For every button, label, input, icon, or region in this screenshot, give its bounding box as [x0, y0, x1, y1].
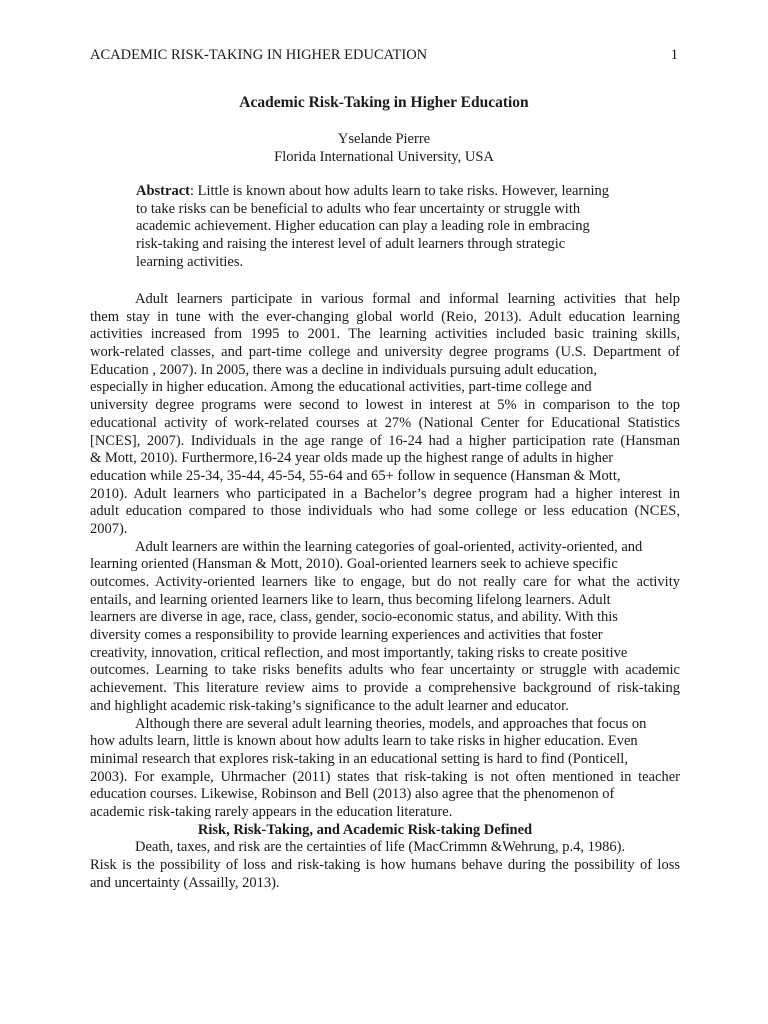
body-line: learning oriented (Hansman & Mott, 2010). Goal-oriented learners seek to achieve specific — [90, 556, 618, 573]
section-body-line: Death, taxes, and risk are the certainties of life (MacCrimmn &Wehrung, p.4, 1986). — [135, 839, 626, 856]
section-heading: Risk, Risk-Taking, and Academic Risk-taking Defined — [197, 821, 533, 838]
body-line: educational activity of work-related courses at 27% (National Center for Educational Statistics — [90, 414, 680, 431]
abstract-line: academic achievement. Higher education can play a leading role in embracing — [136, 218, 590, 235]
body-line: university degree programs were second to lowest in interest at 5% in comparison to the top — [90, 397, 680, 414]
abstract — [136, 183, 636, 272]
author-name: Yselande Pierre — [337, 131, 431, 147]
body-line: Adult learners are within the learning categories of goal-oriented, activity-oriented, and — [135, 538, 643, 555]
body-line: Adult learners participate in various formal and informal learning activities that help — [135, 291, 680, 307]
body-line: education courses. Likewise, Robinson and Bell (2013) also agree that the phenomenon of — [90, 786, 615, 803]
body-line: creativity, innovation, critical reflection, and most importantly, taking risks to create positive — [90, 644, 628, 661]
body-line: activities increased from 1995 to 2001. The learning activities included basic training skills, — [90, 326, 680, 343]
body-line: Education , 2007). In 2005, there was a decline in individuals pursuing adult education, — [90, 361, 597, 378]
body-line: diversity comes a responsibility to provide learning experiences and activities that foster — [90, 627, 603, 644]
running-head — [90, 45, 678, 65]
body-line: them stay in tune with the ever-changing global world (Reio, 2013). Adult education learning — [90, 308, 680, 325]
body-line: education while 25-34, 35-44, 45-54, 55-64 and 65+ follow in sequence (Hansman & Mott, — [90, 467, 621, 484]
body-line: 2003). For example, Uhrmacher (2011) states that risk-taking is not often mentioned in teacher — [90, 768, 680, 785]
abstract-label: Abstract — [136, 183, 190, 199]
body-line: 2007). — [90, 520, 128, 537]
body-line: academic risk-taking rarely appears in the education literature. — [90, 803, 453, 820]
body-line: outcomes. Learning to take risks benefits adults who fear uncertainty or struggle with academic — [90, 662, 680, 679]
abstract-line — [136, 183, 636, 201]
body-line: achievement. This literature review aims to provide a comprehensive background of risk-taking — [90, 680, 680, 697]
abstract-text: : Little is known about how adults learn to take risks. However, learning — [189, 183, 609, 199]
paper-title: Academic Risk-Taking in Higher Education — [239, 94, 529, 111]
abstract-line: risk-taking and raising the interest level of adult learners through strategic — [136, 236, 566, 253]
body-line: [NCES], 2007). Individuals in the age range of 16-24 had a higher participation rate (Hansman — [90, 432, 680, 449]
body-line: learners are diverse in age, race, class, gender, socio-economic status, and ability. With this — [90, 609, 618, 626]
body-line: 2010). Adult learners who participated in a Bachelor’s degree program had a higher interest in — [90, 485, 680, 502]
body-line: work-related classes, and part-time college and university degree programs (U.S. Department of — [90, 344, 680, 361]
abstract-line: to take risks can be beneficial to adults who fear uncertainty or struggle with — [136, 200, 581, 217]
body-line: especially in higher education. Among the educational activities, part-time college and — [90, 379, 592, 396]
body-text — [90, 291, 680, 892]
body-line: & Mott, 2010). Furthermore,16-24 year olds made up the highest range of adults in higher — [90, 450, 614, 467]
body-line: and highlight academic risk-taking’s significance to the adult learner and educator. — [90, 697, 569, 714]
section-body-line: Risk is the possibility of loss and risk-taking is how humans behave during the possibility of loss — [90, 857, 680, 873]
section-body-line: and uncertainty (Assailly, 2013). — [90, 874, 280, 891]
abstract-line: learning activities. — [136, 253, 244, 270]
body-line: how adults learn, little is known about how adults learn to take risks in higher education. Even — [90, 733, 638, 750]
body-line: minimal research that explores risk-taking in an educational setting is hard to find (Ponticell, — [90, 750, 628, 767]
running-head-title: ACADEMIC RISK-TAKING IN HIGHER EDUCATION — [90, 47, 428, 63]
body-line: adult education compared to those individuals who had some college or less education (NCES, — [90, 503, 680, 520]
body-line: outcomes. Activity-oriented learners like to engage, but do not really care for what the activity — [90, 574, 680, 590]
author-affiliation: Florida International University, USA — [274, 149, 494, 165]
body-line: entails, and learning oriented learners like to learn, thus becoming lifelong learners. Adult — [90, 591, 611, 608]
body-line: Although there are several adult learning theories, models, and approaches that focus on — [135, 715, 647, 732]
page-number: 1 — [670, 47, 678, 63]
